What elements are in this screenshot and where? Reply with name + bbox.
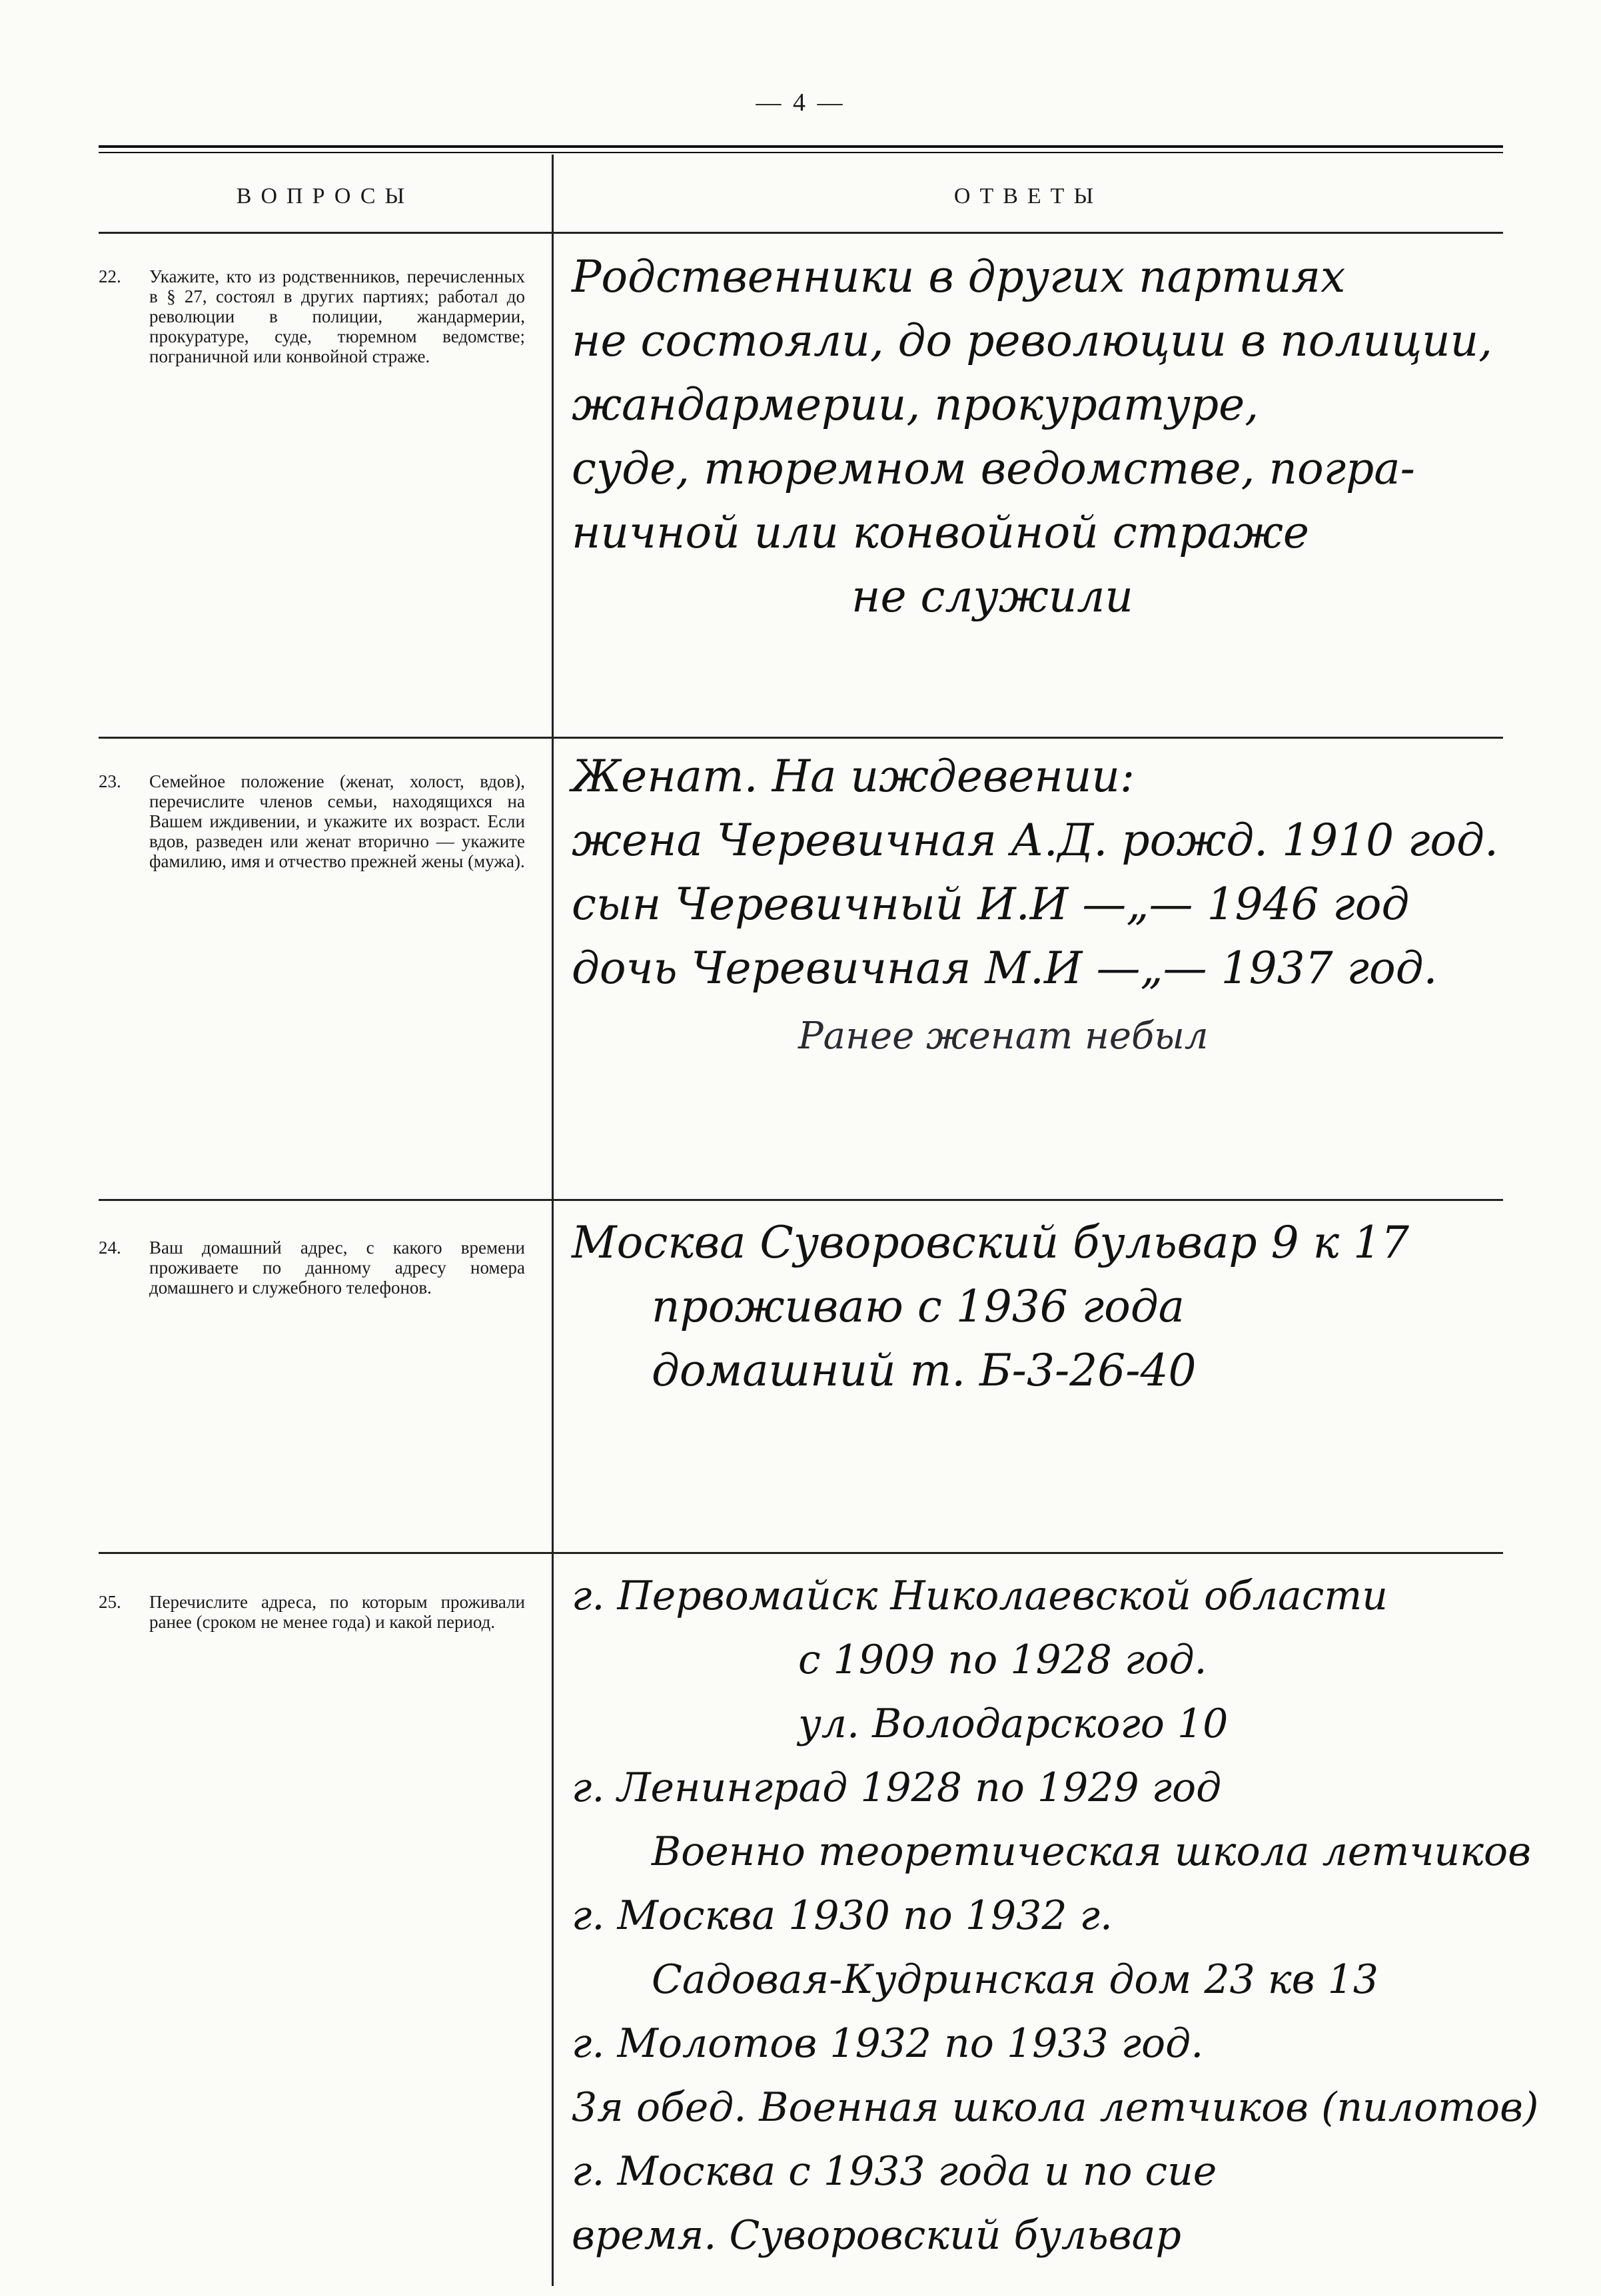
answer-line: г. Первомайск Николаевской области — [572, 1573, 1388, 1619]
answer-line: домашний т. Б-3-26-40 — [652, 1345, 1197, 1396]
answer-23 — [572, 745, 1498, 1000]
answer-23-note — [572, 1004, 1601, 1068]
answer-25 — [572, 1564, 1539, 2267]
question-text: Перечислите адреса, по которым проживали ранее (сроком не менее года) и какой период. — [149, 1592, 525, 1632]
answer-line: жена Черевичная А.Д. рожд. 1910 год. — [572, 815, 1498, 866]
answer-line: дочь Черевичная М.И —„— 1937 год. — [572, 943, 1438, 994]
answer-line: г. Москва с 1933 года и по сие — [572, 2148, 1217, 2195]
answer-line: Садовая-Кудринская дом 23 кв 13 — [652, 1956, 1378, 2003]
question-25 — [99, 1592, 525, 1632]
answer-24 — [572, 1211, 1491, 1403]
answer-line: жандармерии, прокуратуре, — [572, 379, 1259, 430]
answer-line: Москва Суворовский бульвар 9 к 17 — [572, 1217, 1409, 1268]
row-rule — [99, 737, 1503, 739]
question-text: Ваш домашний адрес, с какого времени проживаете по данному адресу номера домашнего и служебного телефонов. — [149, 1238, 525, 1298]
answer-line: ничной или конвойной страже — [572, 507, 1309, 558]
answer-line: г. Москва 1930 по 1932 г. — [572, 1892, 1113, 1939]
answer-line: 3я обед. Военная школа летчиков (пилотов) — [572, 2084, 1539, 2131]
answer-line: не служили — [851, 571, 1133, 622]
question-number: 23. — [99, 771, 121, 791]
answer-line: время. Суворовский бульвар — [572, 2212, 1181, 2259]
answer-22 — [572, 245, 1491, 629]
top-rule — [99, 145, 1503, 148]
answer-line: Женат. На иждевении: — [572, 751, 1135, 802]
answers-header: ОТВЕТЫ — [953, 184, 1103, 208]
answer-line: с 1909 по 1928 год. — [798, 1637, 1207, 1683]
answer-line: г. Молотов 1932 по 1933 год. — [572, 2020, 1204, 2067]
answer-line: Родственники в других партиях — [572, 251, 1346, 302]
answer-line: проживаю с 1936 года — [652, 1281, 1185, 1332]
question-22 — [99, 266, 525, 366]
answer-line: ул. Володарского 10 — [798, 1701, 1229, 1747]
answer-line: суде, тюремном ведомстве, погра- — [572, 443, 1415, 494]
question-23 — [99, 771, 525, 871]
row-rule — [99, 1199, 1503, 1201]
column-divider — [552, 155, 554, 2286]
top-rule-thin — [99, 152, 1503, 153]
answer-line: г. Ленинград 1928 по 1929 год — [572, 1764, 1222, 1811]
question-number: 25. — [99, 1592, 121, 1612]
answer-line: не состояли, до революции в полиции, — [572, 315, 1493, 366]
answer-line: Военно теоретическая школа летчиков — [652, 1828, 1532, 1875]
question-24 — [99, 1238, 525, 1298]
question-text: Семейное положение (женат, холост, вдов), перечислите членов семьи, находящихся на Вашем иждивении, и укажите их возраст. Если вдов, разведен или женат вторично — укажите фамилию, имя и отчество прежней жены (мужа). — [149, 771, 525, 871]
answer-line: сын Черевичный И.И —„— 1946 год — [572, 879, 1410, 930]
question-text: Укажите, кто из родственников, перечисленных в § 27, состоял в других партиях; работал до революции в полиции, жандармерии, прокуратуре, суде, тюремном ведомстве; пограничной или конвойной страже. — [149, 266, 525, 366]
header-rule — [99, 232, 1503, 234]
answer-line: Ранее женат небыл — [798, 1014, 1209, 1058]
row-rule — [99, 1552, 1503, 1554]
question-number: 22. — [99, 266, 121, 286]
questionnaire-table — [99, 145, 1539, 2277]
page-number: — 4 — — [756, 89, 845, 117]
question-number: 24. — [99, 1238, 121, 1258]
questions-header: ВОПРОСЫ — [236, 184, 414, 208]
